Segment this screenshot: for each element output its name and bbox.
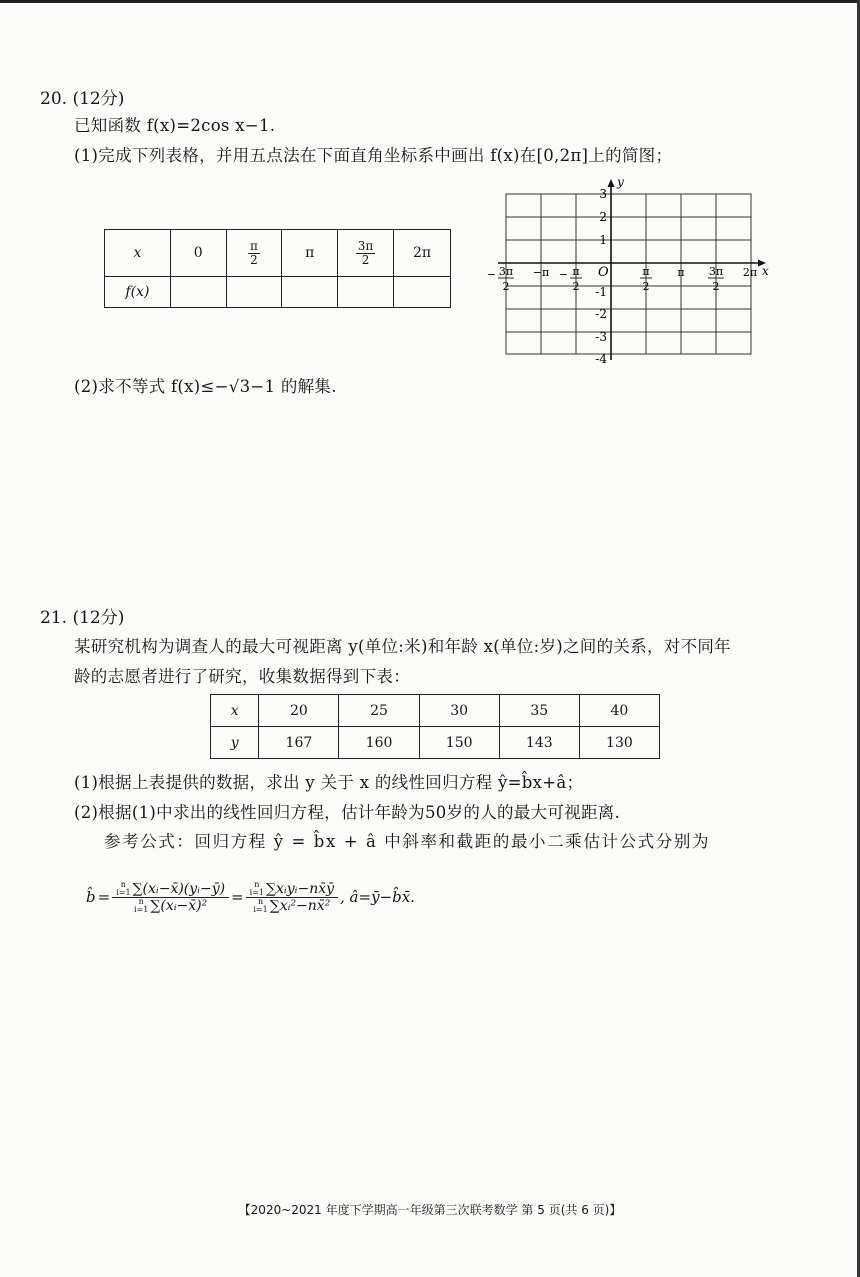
- x-label-neg-pi-2-num: π: [572, 265, 580, 278]
- y-tick-neg4: -4: [595, 352, 607, 366]
- y-tick-3: 3: [599, 187, 607, 201]
- q21-table-y-value: 167: [259, 727, 339, 759]
- scan-edge-top: [0, 0, 860, 3]
- y-tick-1: 1: [599, 233, 607, 247]
- formula-numerator-1: ∑(xᵢ−x̄)(yᵢ−ȳ): [132, 880, 226, 897]
- frac-den: 2: [250, 252, 258, 267]
- formula-equals: =: [231, 888, 244, 906]
- q20-table-fx-label: f(x): [105, 277, 171, 308]
- q20-coordinate-grid[interactable]: [480, 172, 780, 368]
- formula-fraction-2: [246, 881, 338, 914]
- formula-denominator-1: ∑(xᵢ−x̄)²: [150, 897, 208, 914]
- q21-table-x-value: 40: [579, 695, 659, 727]
- x-label-2pi: 2π: [742, 266, 758, 279]
- formula-equals: =: [97, 888, 111, 906]
- sum-limits: n i=1: [116, 879, 131, 897]
- q20-table-col-0: 0: [170, 230, 226, 277]
- sum-limits: n i=1: [134, 896, 149, 914]
- q20-table-blank[interactable]: [226, 277, 282, 308]
- x-label-3pi-2-den: 2: [712, 280, 720, 293]
- formula-b-hat: b̂: [86, 888, 96, 906]
- q21-header: 21. (12分): [40, 608, 125, 628]
- q21-table-x-value: 30: [419, 695, 499, 727]
- formula-tail: , â=ȳ−b̂x̄.: [340, 888, 415, 906]
- q20-table-x-label: x: [105, 230, 171, 277]
- origin-label: O: [598, 265, 609, 280]
- q20-table-blank[interactable]: [394, 277, 451, 308]
- frac-den: 2: [361, 252, 370, 267]
- q20-part1: (1)完成下列表格，并用五点法在下面直角坐标系中画出 f(x)在[0,2π]上的简图；: [74, 146, 673, 165]
- q20-table-col-pi-2: [226, 230, 282, 277]
- formula-denominator-2: ∑xᵢ²−nx̄²: [269, 897, 331, 914]
- q21-reference: 参考公式：回归方程 ŷ = b̂x + â 中斜率和截距的最小二乘估计公式分别为: [104, 832, 711, 851]
- q21-table-y-value: 160: [339, 727, 419, 759]
- q21-table-y-value: 143: [499, 727, 579, 759]
- q20-table-col-pi: π: [282, 230, 338, 277]
- x-label-neg-3pi-2-num: 3π: [498, 265, 514, 278]
- q21-table-y-value: 150: [419, 727, 499, 759]
- sum-limits: n i=1: [253, 896, 268, 914]
- formula-fraction-1: [112, 881, 229, 914]
- q20-table-col-2pi: 2π: [394, 230, 451, 277]
- y-tick-neg1: -1: [595, 285, 607, 299]
- x-label-pi-2-num: π: [642, 265, 650, 278]
- q20-given: 已知函数 f(x)=2cos x−1.: [74, 116, 276, 135]
- q21-intro-line2: 龄的志愿者进行了研究，收集数据得到下表：: [74, 667, 410, 686]
- q20-table-blank[interactable]: [170, 277, 226, 308]
- q20-value-table: [104, 229, 451, 308]
- q21-table-x-value: 20: [259, 695, 339, 727]
- frac-num: π: [249, 238, 258, 253]
- x-axis-label: x: [762, 264, 769, 278]
- page-footer: 【2020~2021 年度下学期高一年级第三次联考数学 第 5 页(共 6 页)】: [238, 1203, 622, 1217]
- q20-table-col-3pi-2: [338, 230, 394, 277]
- y-tick-neg3: -3: [595, 330, 607, 344]
- x-label-neg-sign: −: [486, 268, 496, 281]
- x-label-pi-2-den: 2: [642, 280, 650, 293]
- q20-table-blank[interactable]: [338, 277, 394, 308]
- q20-header: 20. (12分): [40, 89, 125, 109]
- q21-table-y-value: 130: [579, 727, 659, 759]
- q21-formula: [86, 862, 415, 932]
- q21-table-x-label: x: [211, 695, 259, 727]
- formula-numerator-2: ∑xᵢyᵢ−nx̄ȳ: [266, 880, 335, 897]
- q21-part1: (1)根据上表提供的数据，求出 y 关于 x 的线性回归方程 ŷ=b̂x+â；: [74, 773, 584, 792]
- q21-data-table: [210, 694, 660, 759]
- x-label-neg-sign: −: [558, 268, 568, 281]
- y-axis-arrow-icon: [608, 179, 615, 187]
- y-tick-2: 2: [599, 210, 607, 224]
- y-tick-neg2: -2: [595, 307, 607, 321]
- q21-table-x-value: 35: [499, 695, 579, 727]
- q21-part2: (2)根据(1)中求出的线性回归方程，估计年龄为50岁的人的最大可视距离.: [74, 803, 621, 822]
- x-label-neg-pi-2-den: 2: [572, 280, 580, 293]
- q20-table-blank[interactable]: [282, 277, 338, 308]
- q21-table-x-value: 25: [339, 695, 419, 727]
- sum-limits: n i=1: [249, 879, 265, 897]
- q20-part2: (2)求不等式 f(x)≤−√3−1 的解集.: [74, 377, 337, 396]
- x-label-pi: π: [677, 266, 685, 279]
- x-label-3pi-2-num: 3π: [708, 265, 724, 278]
- q21-intro-line1: 某研究机构为调查人的最大可视距离 y(单位:米)和年龄 x(单位:岁)之间的关系，对不同年: [74, 637, 731, 656]
- frac-num: 3π: [357, 238, 374, 253]
- y-axis-label: y: [617, 175, 624, 189]
- q21-table-y-label: y: [211, 727, 259, 759]
- x-label-neg-pi: −π: [532, 266, 550, 279]
- x-label-neg-3pi-2-den: 2: [502, 280, 510, 293]
